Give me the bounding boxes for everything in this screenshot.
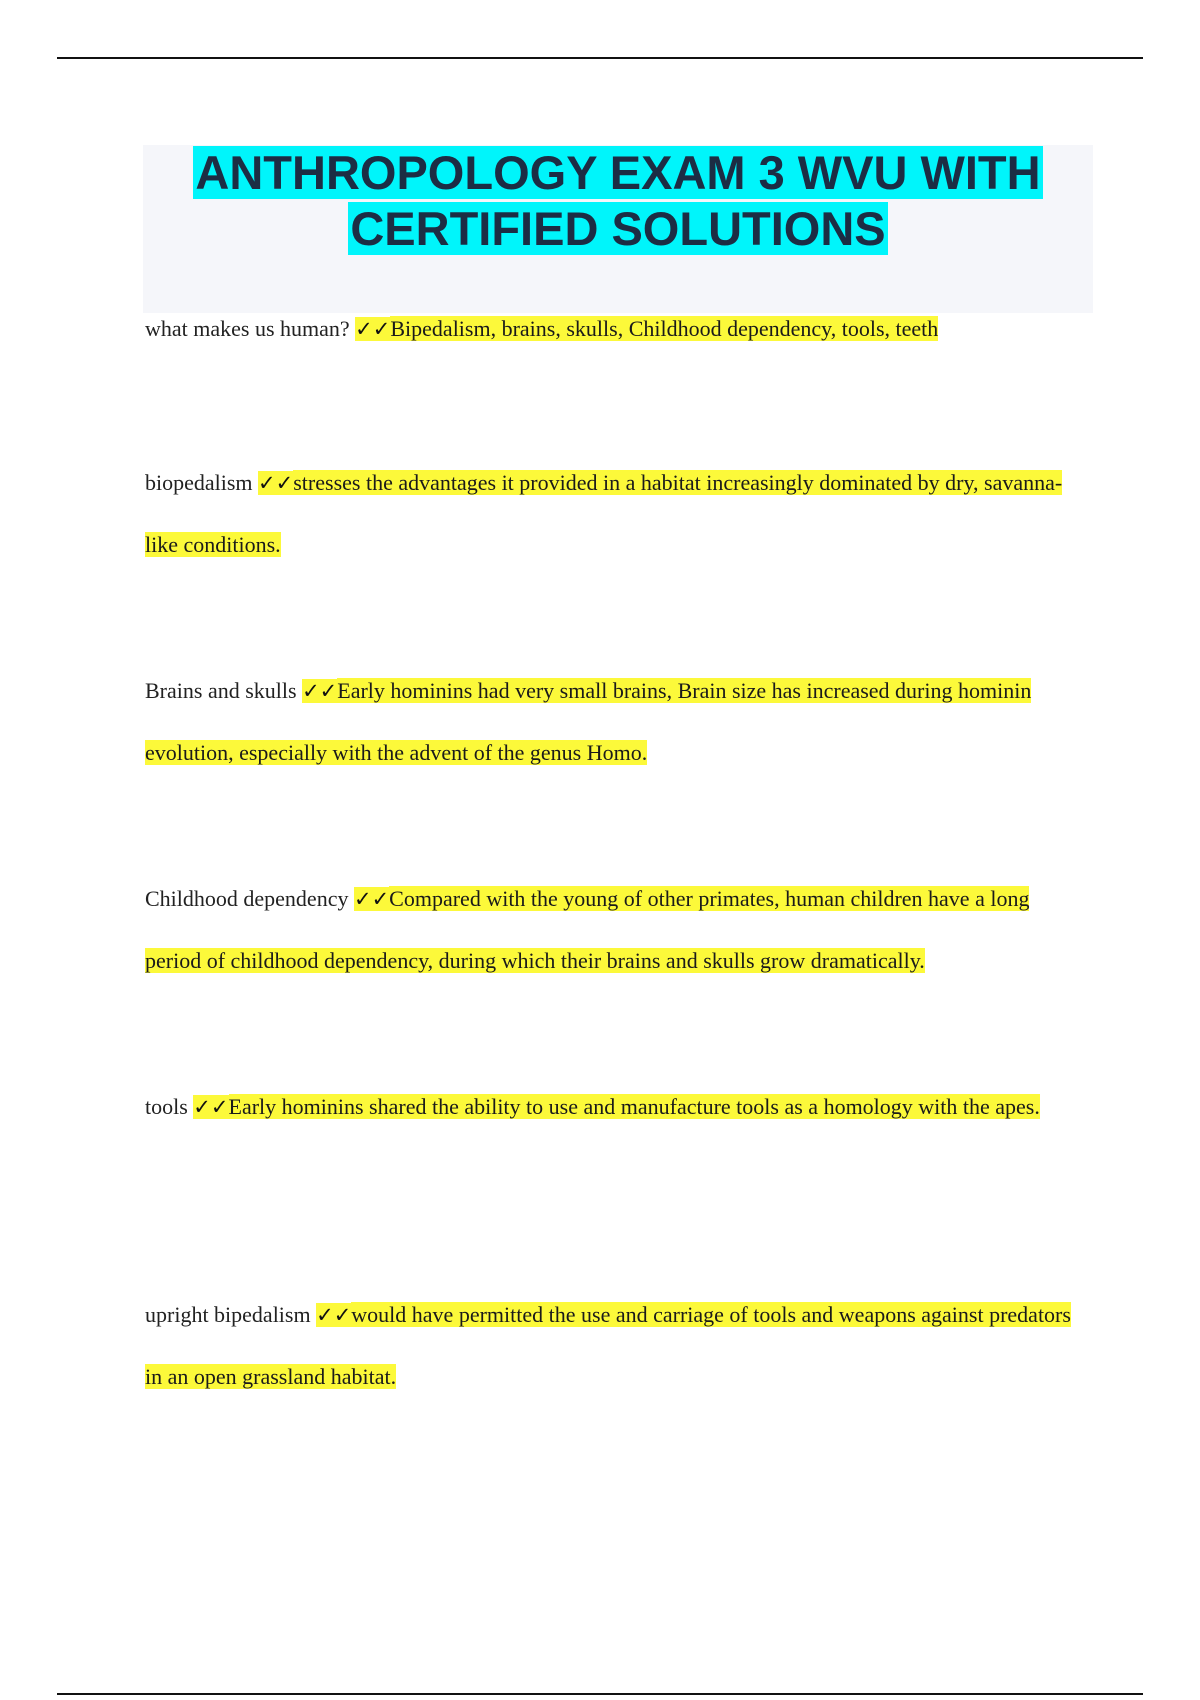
qa-item: [145, 868, 1075, 991]
qa-term: what makes us human?: [145, 316, 350, 341]
qa-term: Childhood dependency: [145, 886, 349, 911]
check-marks-icon: ✓✓: [316, 1303, 352, 1327]
top-rule: [57, 57, 1143, 59]
check-marks-icon: ✓✓: [193, 1095, 229, 1119]
qa-answer: Early hominins had very small brains, Brain size has increased during hominin evolution, especially with the advent of the genus Homo.: [145, 678, 1032, 765]
qa-answer: Bipedalism, brains, skulls, Childhood dependency, tools, teeth: [390, 316, 939, 341]
check-marks-icon: ✓✓: [258, 471, 294, 495]
check-marks-icon: ✓✓: [353, 887, 390, 911]
qa-term: upright bipedalism: [145, 1302, 311, 1327]
qa-item: [145, 660, 1075, 783]
document-title: [143, 145, 1093, 257]
bottom-rule: [57, 1693, 1143, 1695]
qa-item: [145, 1076, 1075, 1138]
qa-answer: Compared with the young of other primates, human children have a long period of childhood dependency, during which their brains and skulls grow dramatically.: [145, 886, 1030, 973]
qa-item: [145, 298, 1075, 360]
qa-answer: would have permitted the use and carriage of tools and weapons against predators in an open grassland habitat.: [145, 1302, 1071, 1389]
title-line-1: ANTHROPOLOGY EXAM 3 WVU WITH: [195, 146, 1041, 199]
qa-answer: stresses the advantages it provided in a habitat increasingly dominated by dry, savanna-like conditions.: [145, 470, 1063, 557]
qa-term: tools: [145, 1094, 188, 1119]
qa-item: [145, 452, 1075, 575]
title-line-2: CERTIFIED SOLUTIONS: [350, 202, 886, 255]
qa-term: biopedalism: [145, 470, 253, 495]
qa-term: Brains and skulls: [145, 678, 297, 703]
qa-item: [145, 1284, 1075, 1407]
check-marks-icon: ✓✓: [302, 679, 338, 703]
check-marks-icon: ✓✓: [355, 317, 391, 341]
qa-answer: Early hominins shared the ability to use and manufacture tools as a homology with the apes.: [228, 1094, 1040, 1119]
